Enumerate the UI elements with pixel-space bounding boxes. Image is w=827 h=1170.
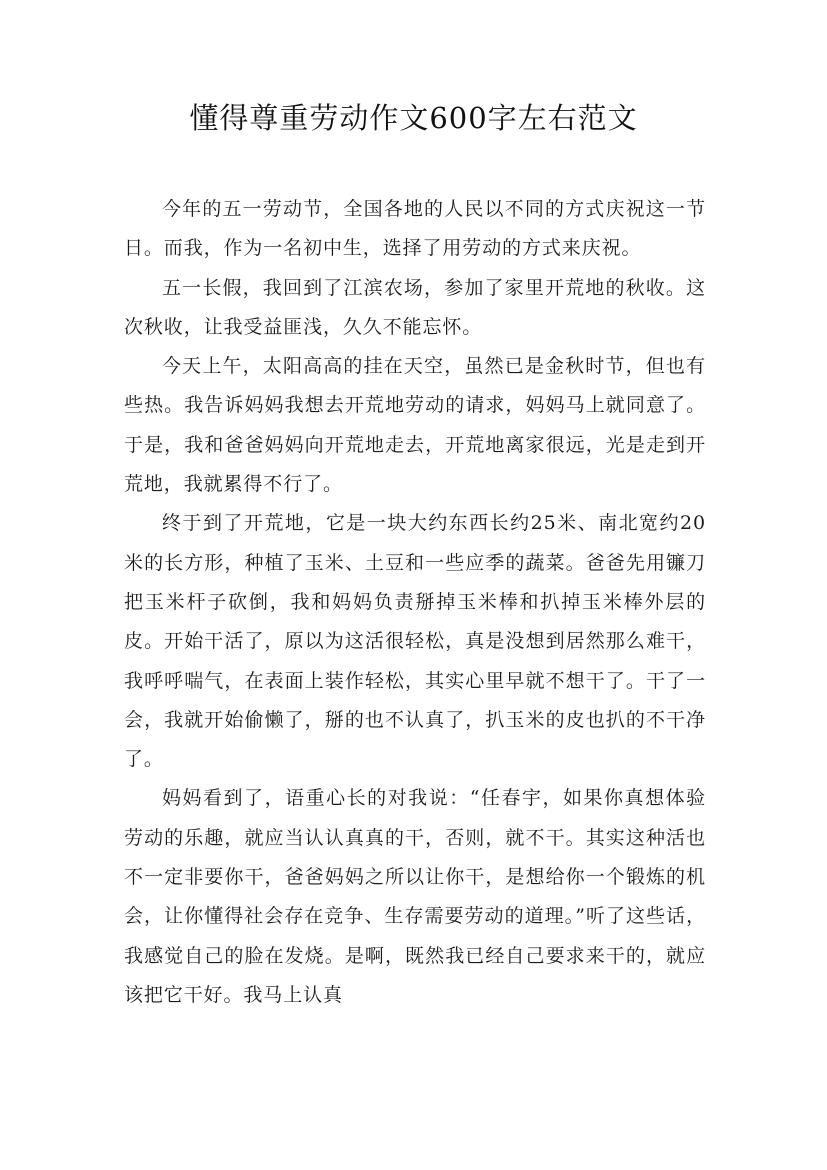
document-title: 懂得尊重劳动作文600字左右范文 <box>189 101 638 135</box>
paragraph-5: 妈妈看到了，语重心长的对我说：“任春宇，如果你真想体验劳动的乐趣，就应当认认真真的干，否则，就不干。其实这种活也不一定非要你干，爸爸妈妈之所以让你干，是想给你一个锻炼的机会，让你懂得社会存在竞争、生存需要劳动的道理。”听了这些话，我感觉自己的脸在发烧。是啊，既然我已经自己要求来干的，就应该把它干好。我马上认真 <box>124 787 706 1006</box>
paragraph-3: 今天上午，太阳高高的挂在天空，虽然已是金秋时节，但也有些热。我告诉妈妈我想去开荒地劳动的请求，妈妈马上就同意了。于是，我和爸爸妈妈向开荒地走去，开荒地离家很远，光是走到开荒地，我就累得不行了。 <box>124 355 706 496</box>
paragraph-1: 今年的五一劳动节，全国各地的人民以不同的方式庆祝这一节日。而我，作为一名初中生，选择了用劳动的方式来庆祝。 <box>124 198 706 260</box>
paragraph-4: 终于到了开荒地，它是一块大约东西长约25米、南北宽约20米的长方形，种植了玉米、土豆和一些应季的蔬菜。爸爸先用镰刀把玉米杆子砍倒，我和妈妈负责掰掉玉米棒和扒掉玉米棒外层的皮。开始干活了，原以为这活很轻松，真是没想到居然那么难干，我呼呼喘气，在表面上装作轻松，其实心里早就不想干了。干了一会，我就开始偷懒了，掰的也不认真了，扒玉米的皮也扒的不干净了。 <box>124 512 706 771</box>
document-body <box>124 190 706 1015</box>
paragraph-2: 五一长假，我回到了江滨农场，参加了家里开荒地的秋收。这次秋收，让我受益匪浅，久久不能忘怀。 <box>124 276 706 338</box>
